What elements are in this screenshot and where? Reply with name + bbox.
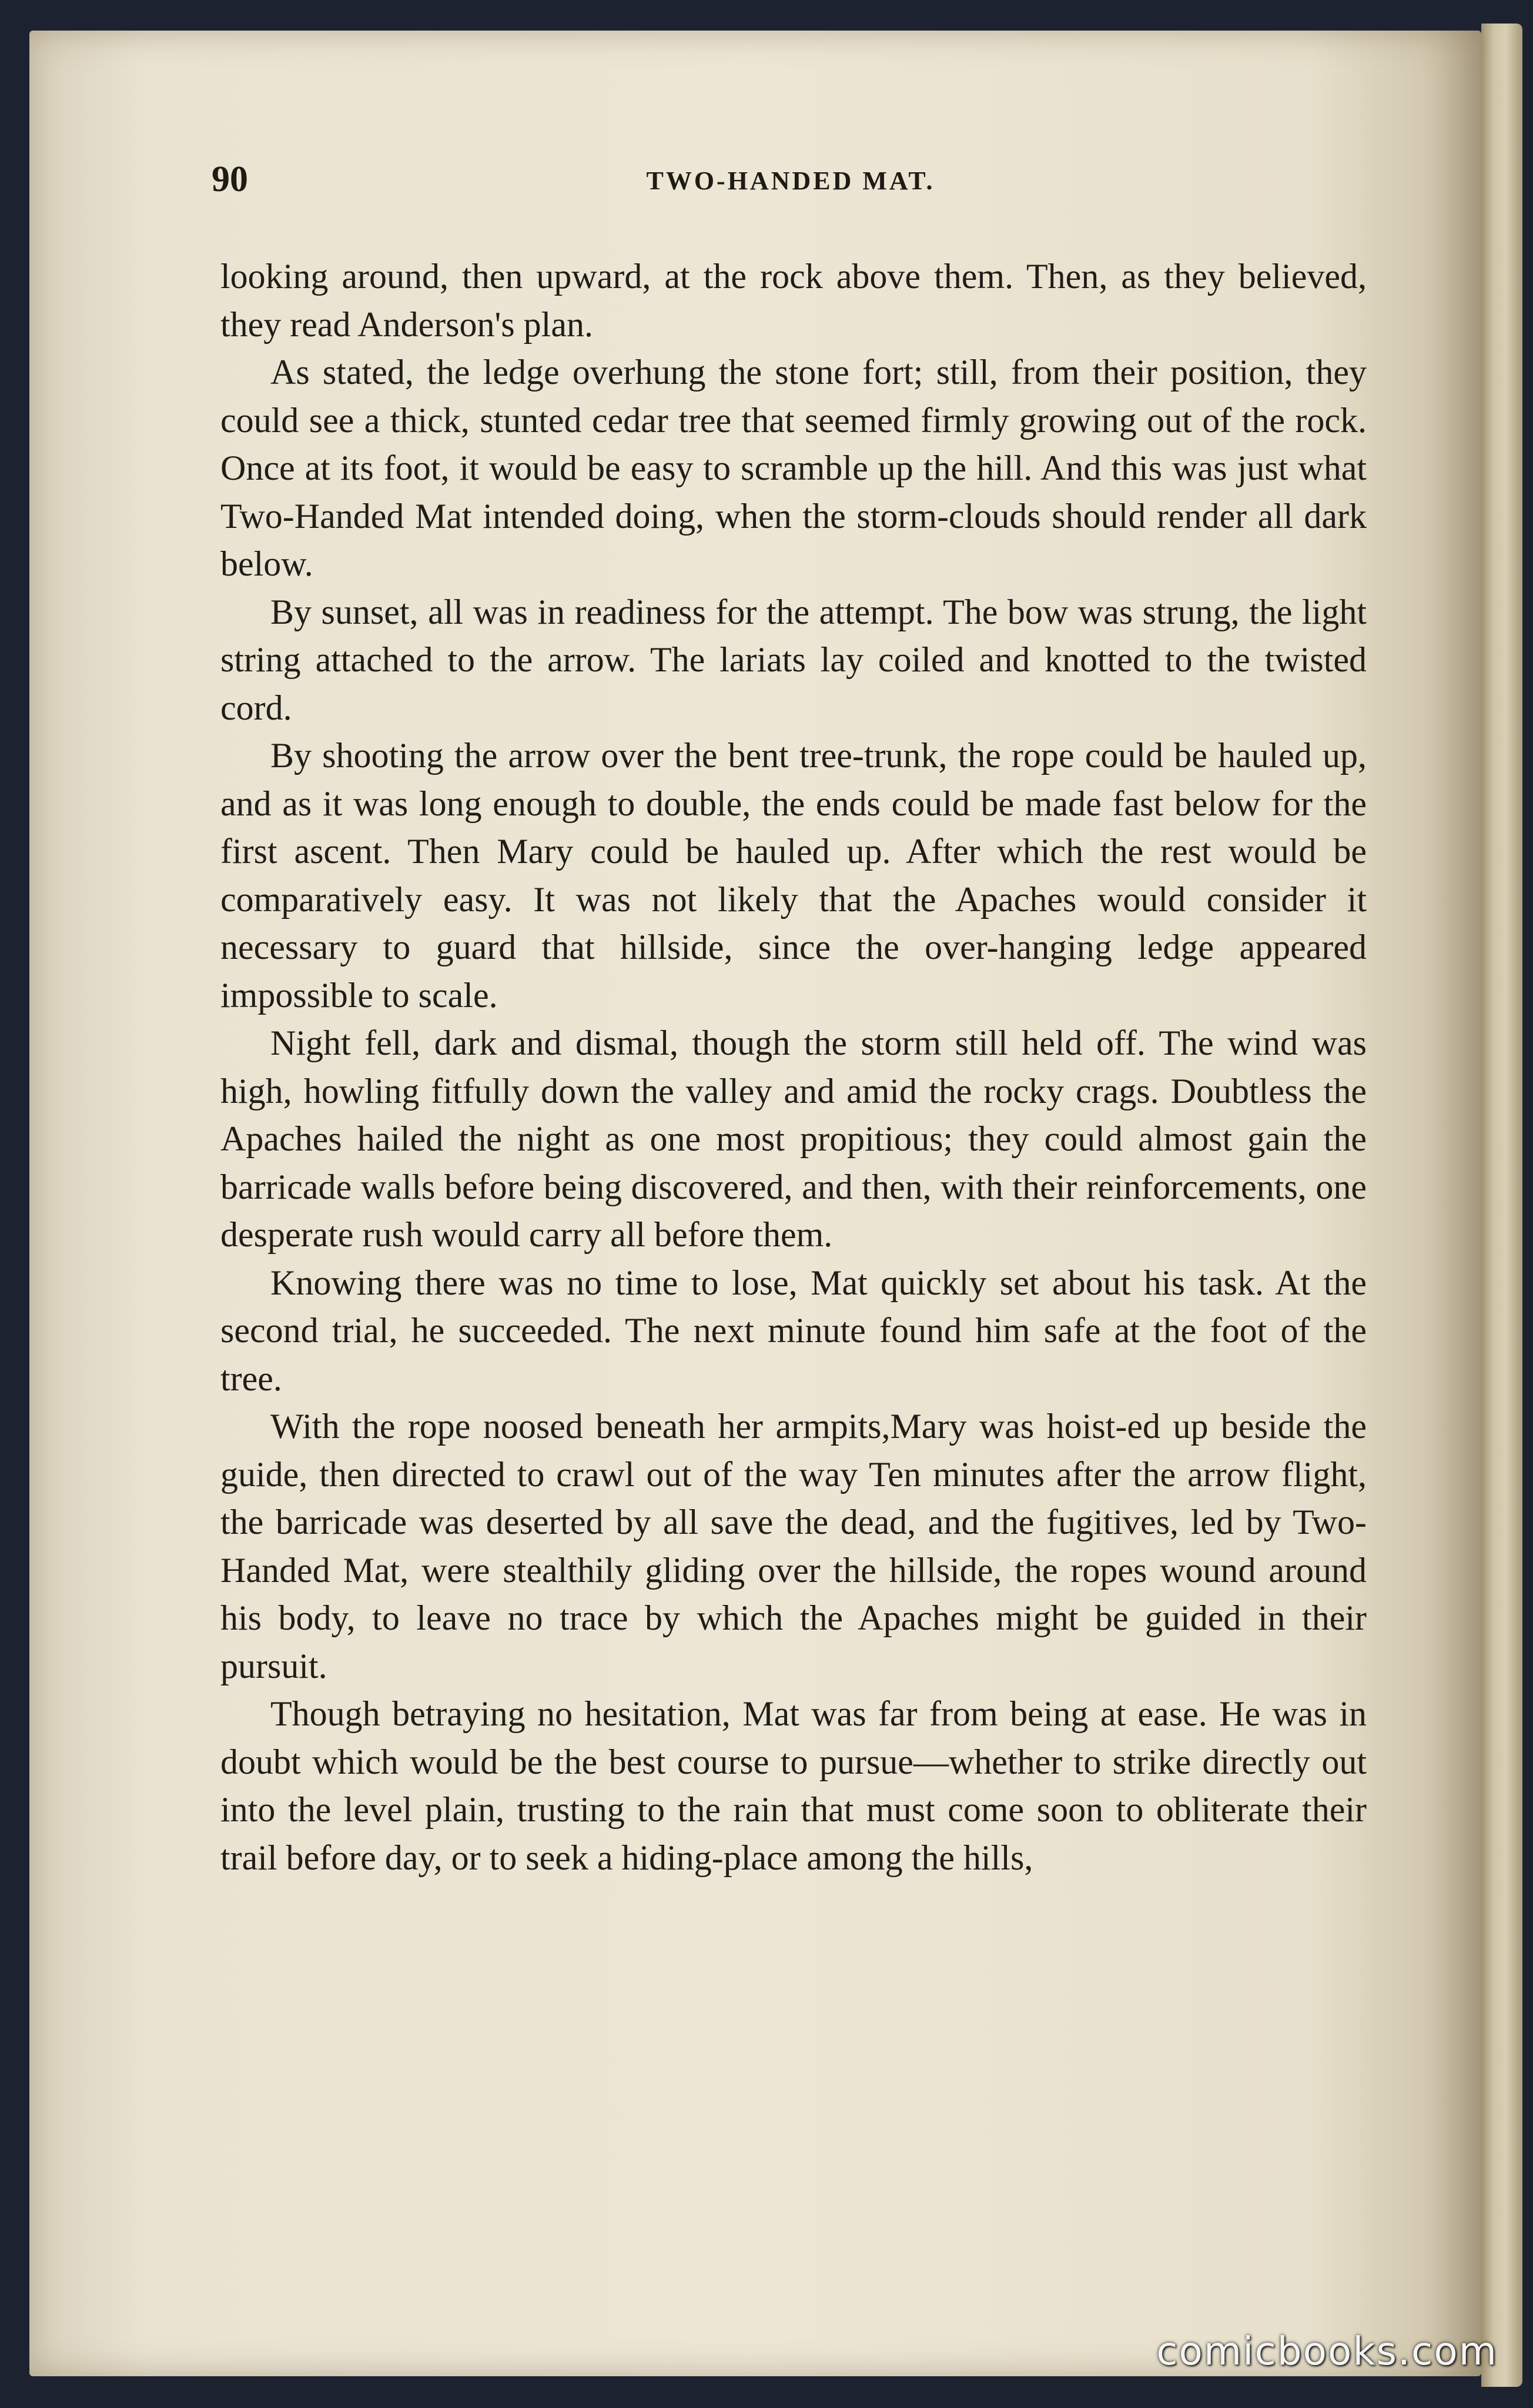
page-edge: [1481, 24, 1522, 2387]
running-head: TWO-HANDED MAT.: [646, 166, 935, 195]
page-header: [212, 159, 1370, 212]
paragraph: By sunset, all was in readiness for the attempt. The bow was strung, the light string attached to the arrow. The lariats lay coiled and knotted to the twisted cord.: [220, 592, 1367, 727]
paragraph: As stated, the ledge overhung the stone fort; still, from their position, they could see a thick, stunted cedar tree that seemed firmly growing out of the rock. Once at its foot, it would be easy to scramble up the hill. And this was just what Two-Handed Mat intended doing, when the storm-clouds should render all dark below.: [220, 353, 1367, 583]
paragraph: Knowing there was no time to lose, Mat quickly set about his task. At the second trial, he succeeded. The next minute found him safe at the foot of the tree.: [220, 1263, 1367, 1398]
paragraph: With the rope noosed beneath her armpits,Mary was hoist-ed up beside the guide, then directed to crawl out of the way Ten minutes after the arrow flight, the barricade was deserted by all save the dead, and the fugitives, led by Two-Handed Mat, were stealthily gliding over the hillside, the ropes wound around his body, to leave no trace by which the Apaches might be guided in their pursuit.: [220, 1407, 1367, 1685]
paragraph: Though betraying no hesitation, Mat was far from being at ease. He was in doubt which would be the best course to pursue—whether to strike directly out into the level plain, trusting to the rain that must come soon to obliterate their trail before day, or to seek a hiding-place among the hills,: [220, 1694, 1367, 1877]
paragraph: By shooting the arrow over the bent tree-trunk, the rope could be hauled up, and as it was long enough to double, the ends could be made fast below for the first ascent. Then Mary could be hauled up. After which the rest would be comparatively easy. It was not likely that the Apaches would consider it necessary to guard that hillside, since the over-hanging ledge appeared impossible to scale.: [220, 736, 1367, 1015]
site-watermark: comicbooks.com: [1156, 2329, 1498, 2374]
paragraph: looking around, then upward, at the rock above them. Then, as they believed, they read Anderson's plan.: [220, 257, 1367, 344]
paragraph: Night fell, dark and dismal, though the storm still held off. The wind was high, howling fitfully down the valley and amid the rocky crags. Doubtless the Apaches hailed the night as one most propitious; they could almost gain the barricade walls before being discovered, and then, with their reinforcements, one desperate rush would carry all before them.: [220, 1024, 1367, 1254]
body-text: [220, 253, 1367, 1882]
page-number: 90: [212, 159, 248, 199]
